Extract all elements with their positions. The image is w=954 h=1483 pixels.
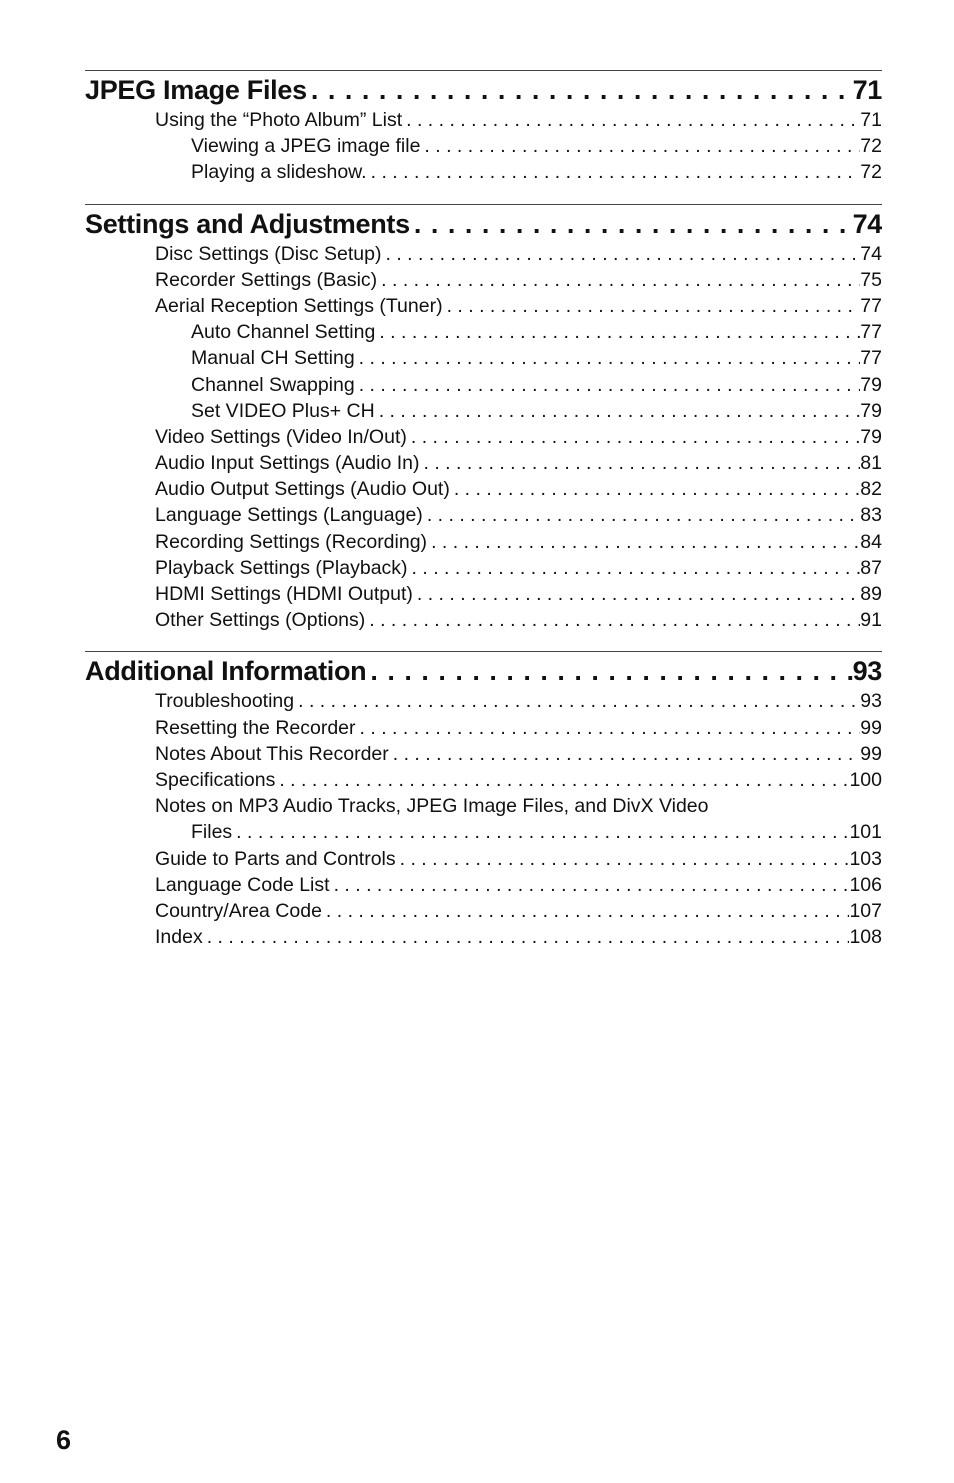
section-heading: [85, 73, 882, 107]
toc-entry: [85, 502, 882, 528]
entry-page: 106: [849, 873, 882, 896]
entry-page: 87: [860, 556, 882, 579]
entry-page: 79: [860, 373, 882, 396]
entry-label: Troubleshooting: [155, 690, 295, 713]
entry-label: Audio Output Settings (Audio Out): [155, 478, 450, 501]
toc-entry: [85, 607, 882, 633]
entry-page: 71: [860, 109, 882, 131]
entry-page: 77: [860, 321, 882, 344]
toc-entry: [85, 741, 882, 767]
toc-entry: [85, 688, 882, 714]
entry-label: Audio Input Settings (Audio In): [155, 452, 420, 475]
entry-page: 75: [860, 268, 882, 291]
entry-label: Viewing a JPEG image file: [191, 135, 421, 158]
entry-label-wrapped: Notes on MP3 Audio Tracks, JPEG Image Files, and DivX Video: [155, 795, 709, 818]
toc-section-settings-and-adjustments: [85, 204, 882, 634]
toc-entry: [85, 424, 882, 450]
table-of-contents: [85, 70, 882, 968]
entry-page: 79: [860, 425, 882, 448]
entry-page: 103: [849, 847, 882, 870]
section-page: 93: [852, 656, 882, 687]
entry-label: Set VIDEO Plus+ CH: [191, 399, 375, 422]
toc-entry: [85, 924, 882, 950]
toc-entry: [85, 581, 882, 607]
section-title: JPEG Image Files: [85, 75, 307, 105]
toc-entry: [85, 450, 882, 476]
toc-entry: [85, 398, 882, 424]
entry-page: 101: [849, 821, 882, 844]
entry-page: 99: [860, 716, 882, 739]
toc-entry: [85, 555, 882, 581]
section-heading: [85, 654, 882, 688]
toc-entry: [85, 872, 882, 898]
entry-page: 93: [860, 690, 882, 713]
entry-page: 72: [860, 161, 882, 184]
toc-entry: [85, 529, 882, 555]
entry-label: Index: [155, 926, 203, 949]
toc-entry: [85, 767, 882, 793]
entry-page: 91: [860, 609, 882, 632]
entry-page: 84: [860, 530, 882, 553]
entry-label: Recorder Settings (Basic): [155, 268, 378, 291]
entry-page: 83: [860, 504, 882, 527]
entry-page: 77: [860, 347, 882, 370]
toc-entry: [85, 133, 882, 159]
toc-entry: [85, 319, 882, 345]
entry-page: 77: [860, 294, 882, 317]
entry-label: Video Settings (Video In/Out): [155, 425, 407, 448]
entry-page: 74: [860, 242, 882, 265]
toc-entry: [85, 293, 882, 319]
toc-entry: [85, 898, 882, 924]
entry-label: Specifications: [155, 768, 276, 791]
toc-entry: [85, 846, 882, 872]
entry-label-continuation: Files: [191, 821, 233, 844]
entry-page: 108: [849, 926, 882, 949]
entry-label: Using the “Photo Album” List: [155, 109, 403, 131]
entry-page: 100: [849, 768, 882, 791]
toc-entry: [85, 267, 882, 293]
toc-entry: [85, 345, 882, 371]
page-number: 6: [56, 1425, 72, 1455]
toc-section-additional-information: [85, 651, 882, 950]
toc-section-jpeg-image-files: [85, 70, 882, 186]
section-page: 71: [852, 75, 882, 105]
entry-label: Playback Settings (Playback): [155, 556, 408, 579]
section-title: Settings and Adjustments: [85, 208, 410, 239]
entry-page: 72: [860, 135, 882, 158]
entry-label: Language Code List: [155, 873, 330, 896]
entry-label: Playing a slideshow.: [191, 161, 367, 184]
entry-label: Manual CH Setting: [191, 347, 355, 370]
section-heading: [85, 207, 882, 241]
entry-label: Aerial Reception Settings (Tuner): [155, 294, 443, 317]
entry-page: 107: [849, 899, 882, 922]
toc-entry: [85, 241, 882, 267]
toc-entry: [85, 107, 882, 133]
toc-entry: [85, 476, 882, 502]
entry-page: 79: [860, 399, 882, 422]
entry-label: Other Settings (Options): [155, 609, 366, 632]
entry-page: 81: [860, 452, 882, 475]
entry-page: 99: [860, 742, 882, 765]
section-page: 74: [852, 208, 882, 239]
entry-label: Channel Swapping: [191, 373, 355, 396]
entry-label: Country/Area Code: [155, 899, 322, 922]
entry-label: Recording Settings (Recording): [155, 530, 428, 553]
entry-label: Auto Channel Setting: [191, 321, 376, 344]
toc-entry: [85, 819, 882, 845]
section-title: Additional Information: [85, 656, 367, 687]
toc-entry: [85, 715, 882, 741]
entry-label: Notes About This Recorder: [155, 742, 389, 765]
entry-label: Resetting the Recorder: [155, 716, 356, 739]
entry-page: 89: [860, 583, 882, 605]
entry-label: HDMI Settings (HDMI Output): [155, 583, 413, 605]
entry-page: 82: [860, 478, 882, 501]
entry-label: Guide to Parts and Controls: [155, 847, 396, 870]
entry-label: Disc Settings (Disc Setup): [155, 242, 382, 265]
toc-entry: [85, 159, 882, 185]
entry-label: Language Settings (Language): [155, 504, 423, 527]
toc-entry: [85, 372, 882, 398]
